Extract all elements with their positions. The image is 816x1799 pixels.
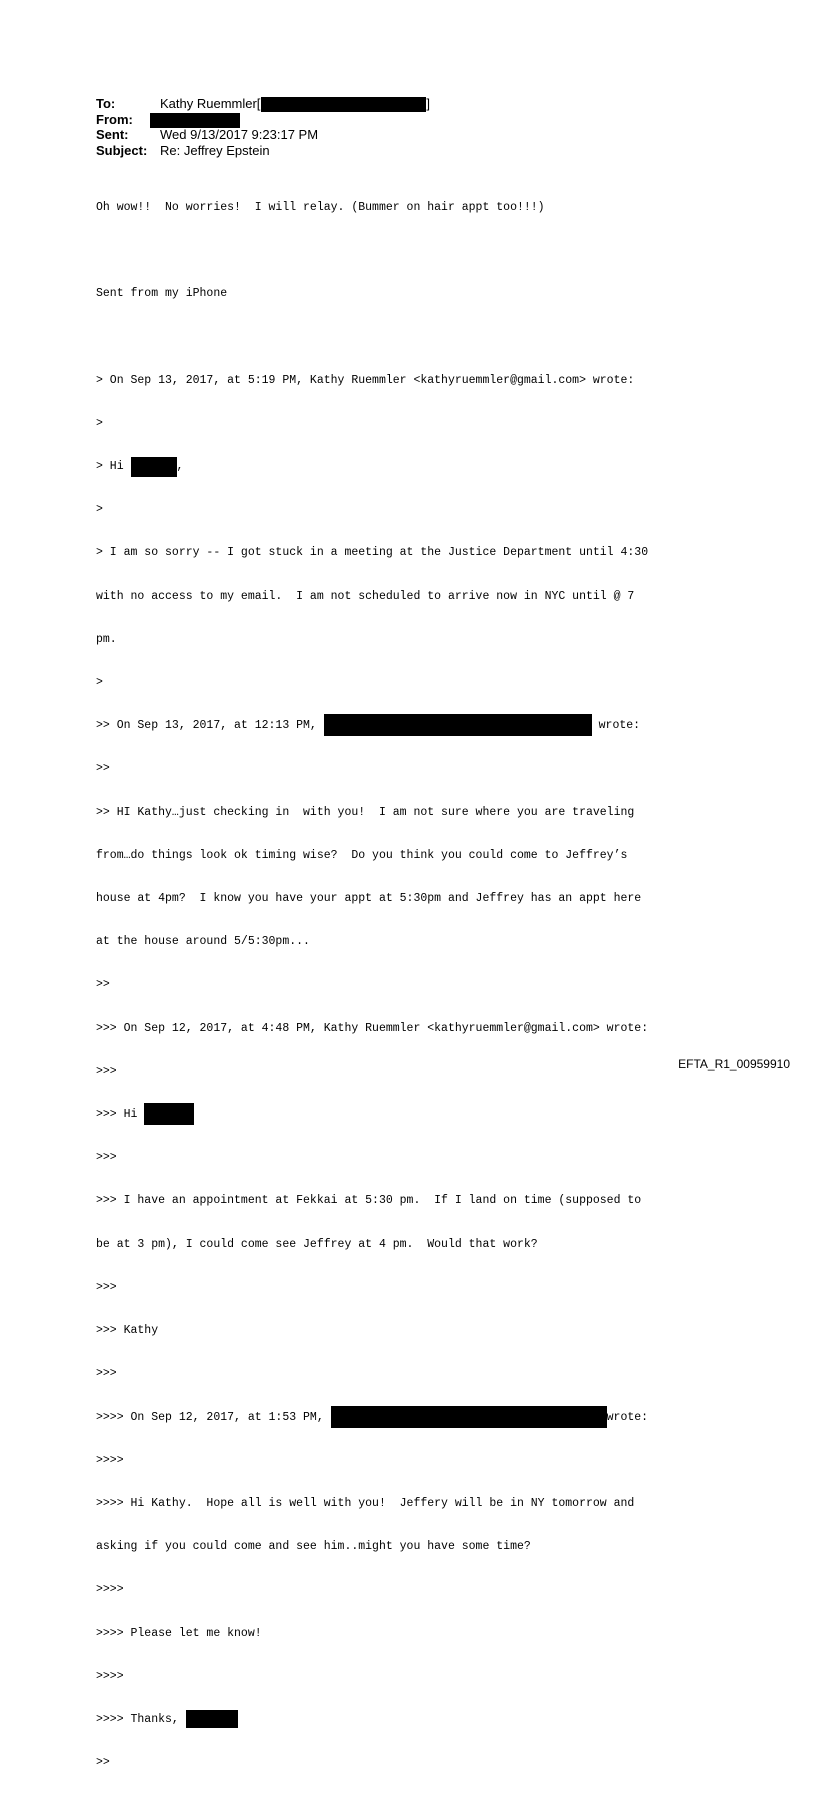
email-header	[96, 96, 430, 158]
redaction-block	[261, 97, 426, 112]
body-line: >>> Kathy	[96, 1324, 159, 1338]
to-suffix: ]	[426, 96, 431, 111]
body-line: >>> Hi	[96, 1108, 726, 1122]
body-line: > I am so sorry -- I got stuck in a meeting at the Justice Department until 4:30	[96, 546, 649, 560]
subject-value: Re: Jeffrey Epstein	[160, 142, 270, 158]
sent-value: Wed 9/13/2017 9:23:17 PM	[160, 127, 319, 143]
body-line: >> HI Kathy…just checking in with you! I am not sure where you are traveling	[96, 805, 635, 819]
sent-row	[96, 127, 430, 143]
redaction-block	[324, 714, 592, 736]
body-line: >>> On Sep 12, 2017, at 4:48 PM, Kathy Ruemmler <kathyruemmler@gmail.com> wrote:	[96, 1021, 649, 1035]
document-id: EFTA_R1_00959910	[678, 1057, 790, 1071]
body-line: >	[96, 676, 103, 690]
body-line: >>>>	[96, 1453, 124, 1467]
body-line: house at 4pm? I know you have your appt at 5:30pm and Jeffrey has an appt here	[96, 892, 642, 906]
body-line: asking if you could come and see him..might you have some time?	[96, 1540, 531, 1554]
body-line: >>	[96, 762, 110, 776]
body-line: >>	[96, 1756, 110, 1770]
body-line: > On Sep 13, 2017, at 5:19 PM, Kathy Ruemmler <kathyruemmler@gmail.com> wrote:	[96, 373, 635, 387]
body-line: >	[96, 503, 103, 517]
body-line: >>>	[96, 1280, 117, 1294]
body-line: pm.	[96, 632, 117, 646]
redaction-block	[331, 1406, 607, 1428]
subject-label: Subject:	[96, 142, 148, 158]
body-line: from…do things look ok timing wise? Do you think you could come to Jeffrey’s	[96, 848, 628, 862]
body-line: at the house around 5/5:30pm...	[96, 935, 310, 949]
body-line: >>> I have an appointment at Fekkai at 5:30 pm. If I land on time (supposed to	[96, 1194, 642, 1208]
from-label: From:	[96, 111, 133, 127]
body-line: >>>>	[96, 1669, 124, 1683]
body-line: >	[96, 416, 103, 430]
sent-label: Sent:	[96, 127, 129, 143]
body-line: >>>	[96, 1151, 117, 1165]
redaction-block	[186, 1710, 238, 1728]
redaction-block	[131, 457, 177, 477]
body-line: >>	[96, 978, 110, 992]
body-line: >>>>	[96, 1583, 124, 1597]
body-line: >>>> On Sep 12, 2017, at 1:53 PM, wrote:	[96, 1411, 726, 1425]
body-line: >>>> Thanks,	[96, 1713, 726, 1727]
body-line: >>>	[96, 1367, 117, 1381]
body-line: Sent from my iPhone	[96, 287, 228, 301]
body-line: be at 3 pm), I could come see Jeffrey at 4 pm. Would that work?	[96, 1237, 538, 1251]
body-line: >>>> Please let me know!	[96, 1626, 262, 1640]
body-line: >>>> Hi Kathy. Hope all is well with you! Jeffery will be in NY tomorrow and	[96, 1496, 635, 1510]
email-body	[96, 172, 726, 1799]
redaction-block	[144, 1103, 194, 1125]
to-label: To:	[96, 96, 116, 111]
body-line: >> On Sep 13, 2017, at 12:13 PM, wrote:	[96, 719, 726, 733]
from-row	[96, 112, 430, 128]
body-line: >>>	[96, 1064, 117, 1078]
body-line: > Hi ,	[96, 460, 726, 474]
redaction-block	[150, 113, 240, 128]
body-line: Oh wow!! No worries! I will relay. (Bummer on hair appt too!!!)	[96, 200, 545, 214]
to-value: Kathy Ruemmler[	[160, 96, 261, 111]
body-line: with no access to my email. I am not scheduled to arrive now in NYC until @ 7	[96, 589, 635, 603]
subject-row	[96, 143, 430, 159]
to-row	[96, 96, 430, 112]
